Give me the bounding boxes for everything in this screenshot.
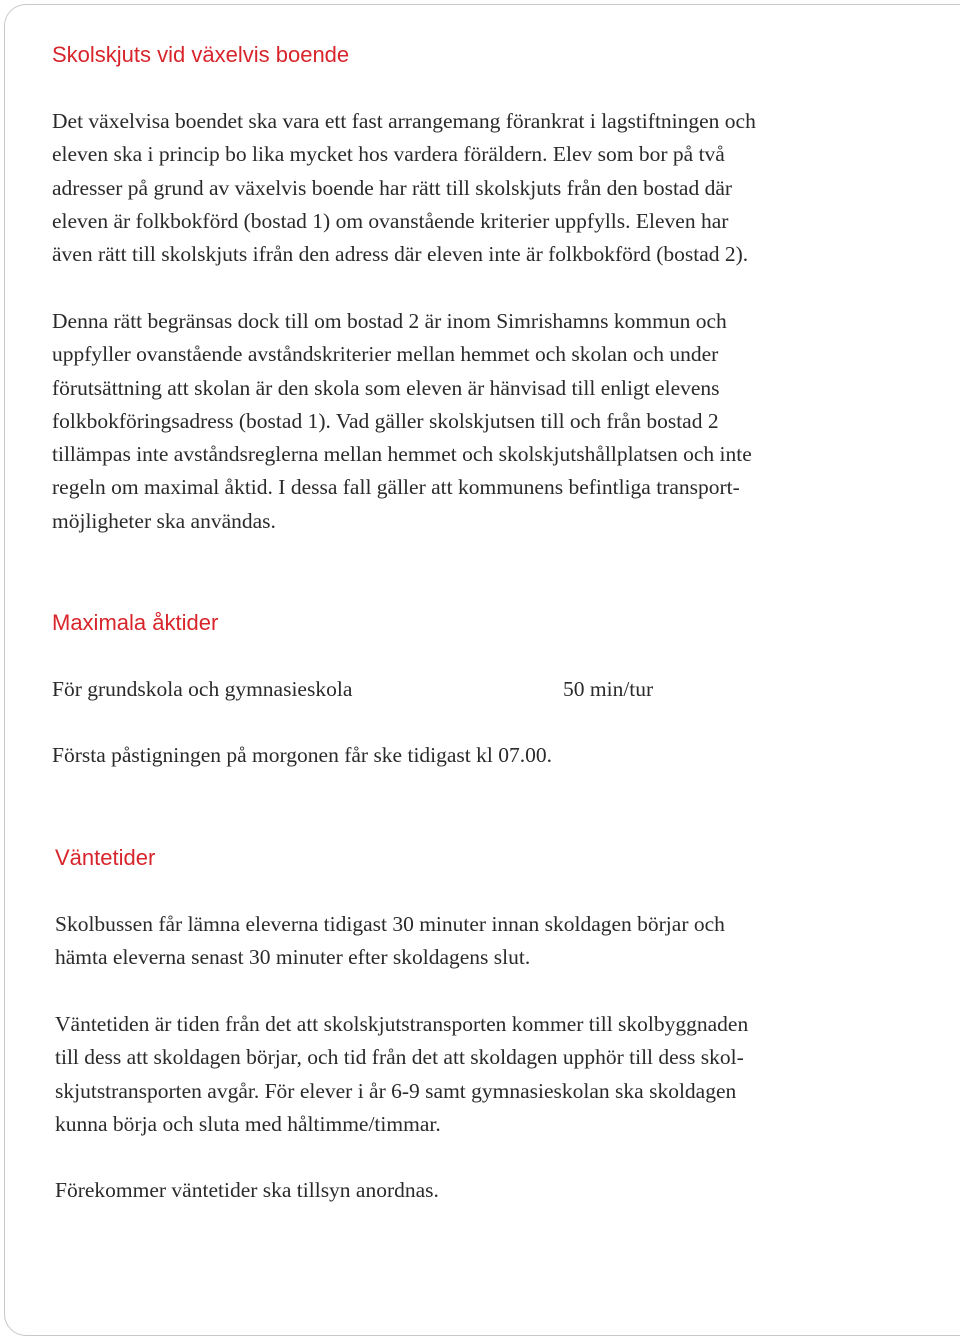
- text-line: kunna börja och sluta med håltimme/timmar.: [55, 1111, 441, 1136]
- text-line: eleven ska i princip bo lika mycket hos vardera föräldern. Elev som bor på två: [52, 142, 725, 167]
- text-line: folkbokföringsadress (bostad 1). Vad gäller skolskjutsen till och från bostad 2: [52, 408, 719, 433]
- paragraph-tillsyn: [55, 1174, 439, 1207]
- text-line: Det växelvisa boendet ska vara ett fast arrangemang förankrat i lagstiftningen och: [52, 109, 756, 133]
- section-heading-vaxelvis-boende: Skolskjuts vid växelvis boende: [52, 42, 350, 67]
- text-line: förutsättning att skolan är den skola som eleven är hänvisad till enligt elevens: [52, 375, 720, 400]
- text-line: uppfyller ovanstående avståndskriterier mellan hemmet och skolan och under: [52, 342, 719, 367]
- aktid-label: För grundskola och gymnasieskola: [52, 677, 353, 701]
- text-line: Denna rätt begränsas dock till om bostad 2 är inom Simrishamns kommun och: [52, 309, 727, 333]
- text-line: tillämpas inte avståndsreglerna mellan hemmet och skolskjutshållplatsen och inte: [52, 442, 752, 467]
- text-line: möjligheter ska användas.: [52, 508, 276, 533]
- text-line: eleven är folkbokförd (bostad 1) om ovanstående kriterier uppfylls. Eleven har: [52, 208, 729, 233]
- paragraph-vaxelvis-1: [52, 105, 756, 271]
- aktid-value: 50 min/tur: [563, 677, 654, 701]
- text-line: Första påstigningen på morgonen får ske tidigast kl 07.00.: [52, 743, 553, 767]
- text-line: skjutstransporten avgår. För elever i år 6-9 samt gymnasieskolan ska skoldagen: [55, 1078, 737, 1103]
- section-heading-maximala-aktider: Maximala åktider: [52, 610, 219, 635]
- paragraph-forsta-pastigning: [52, 739, 552, 772]
- text-line: Förekommer väntetider ska tillsyn anordnas.: [55, 1178, 439, 1202]
- text-line: hämta eleverna senast 30 minuter efter skoldagens slut.: [55, 945, 531, 970]
- paragraph-vaxelvis-2: [52, 305, 752, 538]
- text-line: till dess att skoldagen börjar, och tid från det att skoldagen upphör till dess skol-: [55, 1045, 744, 1070]
- text-line: även rätt till skolskjuts ifrån den adress där eleven inte är folkbokförd (bostad 2).: [52, 242, 749, 267]
- text-line: Skolbussen får lämna eleverna tidigast 30 minuter innan skoldagen börjar och: [55, 912, 725, 936]
- text-line: adresser på grund av växelvis boende har rätt till skolskjuts från den bostad där: [52, 175, 733, 200]
- text-line: Väntetiden är tiden från det att skolskjutstransporten kommer till skolbyggnaden: [55, 1012, 749, 1036]
- paragraph-vantetider-2: [55, 1008, 748, 1141]
- section-heading-vantetider: Väntetider: [55, 845, 156, 870]
- text-line: regeln om maximal åktid. I dessa fall gäller att kommunens befintliga transport-: [52, 475, 740, 500]
- paragraph-vantetider-1: [55, 908, 725, 975]
